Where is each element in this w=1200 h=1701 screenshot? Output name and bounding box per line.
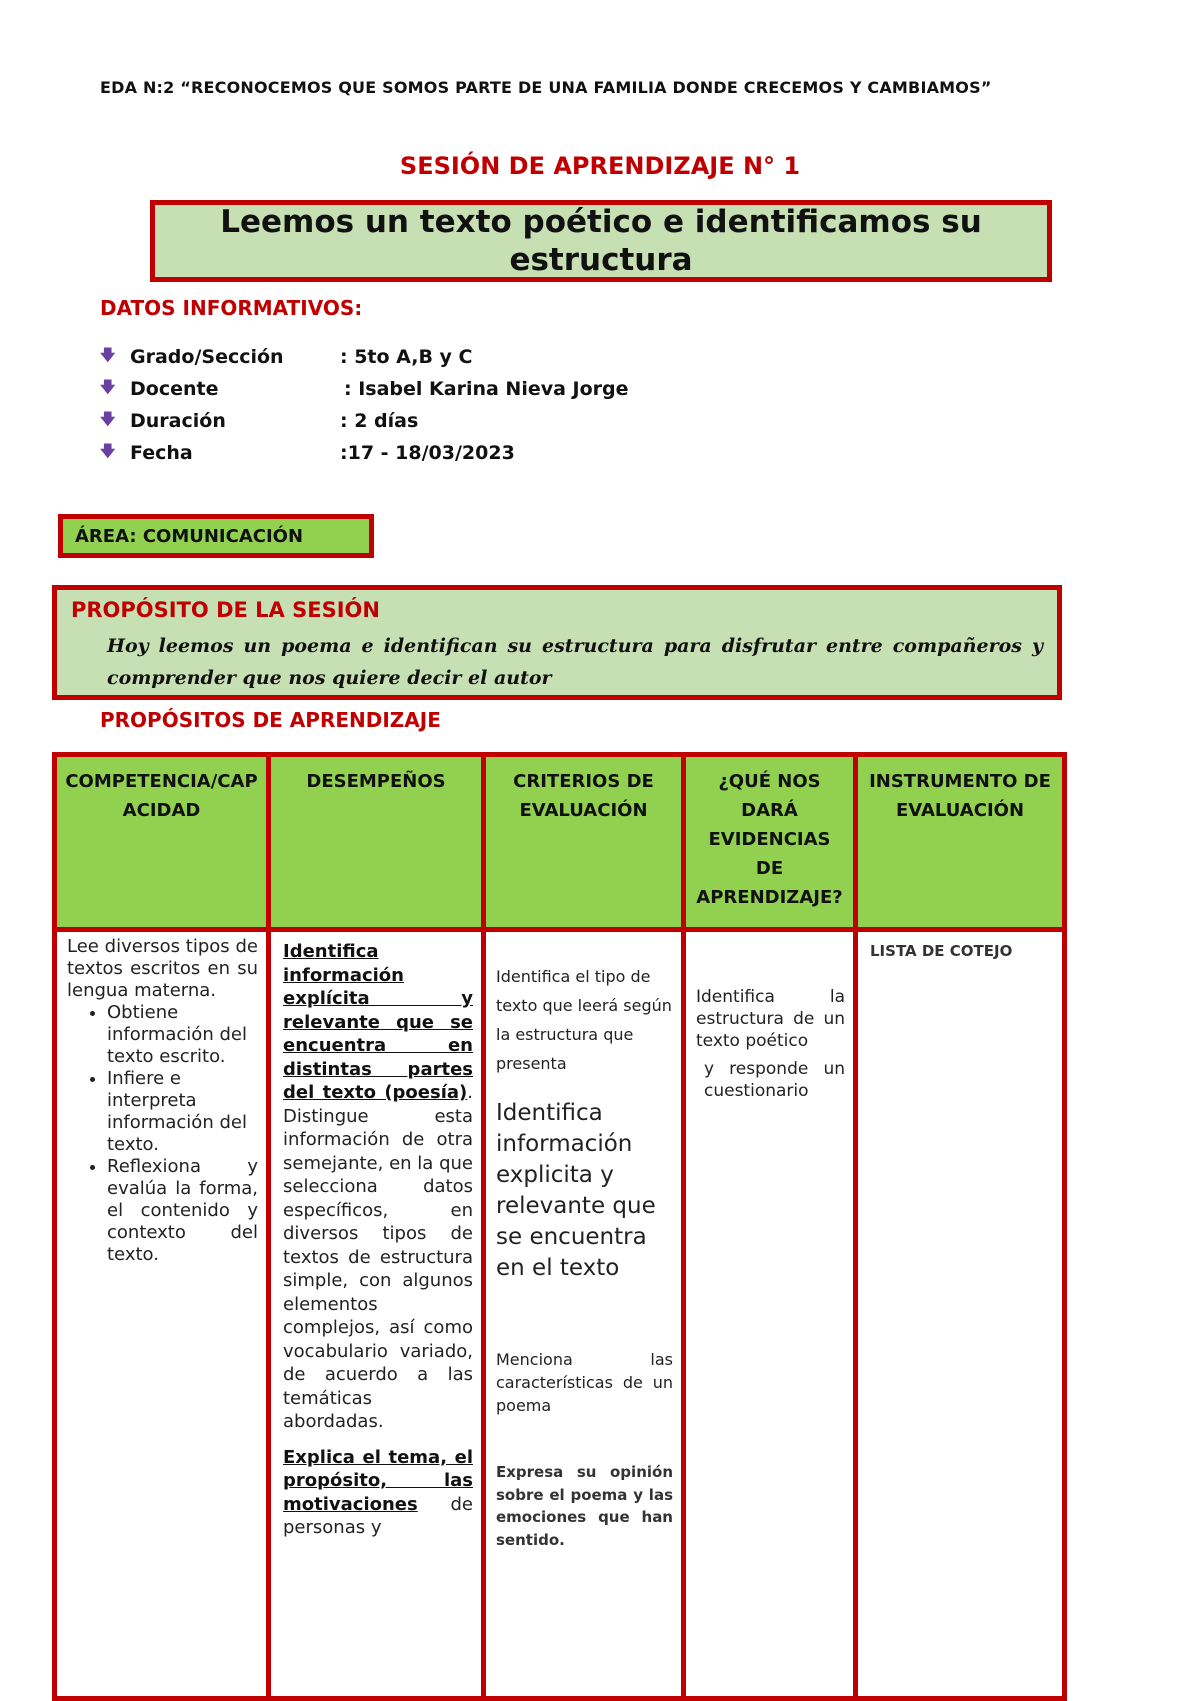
table-row [55, 930, 1065, 1699]
desempeno-1-highlight: Identifica información explícita y relevante que se encuentra en distintas partes del texto (poesía) [283, 941, 473, 1103]
header-evidencias: ¿QUÉ NOS DARÁ EVIDENCIAS DE APRENDIZAJE? [684, 755, 856, 930]
info-label: Fecha [130, 442, 193, 464]
area-box [58, 514, 374, 558]
cell-criterios [484, 930, 684, 1699]
eda-header: EDA N:2 “RECONOCEMOS QUE SOMOS PARTE DE UNA FAMILIA DONDE CRECEMOS Y CAMBIAMOS” [100, 78, 992, 97]
propositos-aprendizaje-heading: PROPÓSITOS DE APRENDIZAJE [100, 708, 441, 732]
info-value: : 5to A,B y C [340, 346, 473, 368]
list-item: • Obtiene información del texto escrito. [107, 1002, 258, 1068]
desempeno-2 [283, 1446, 473, 1540]
header-desempenos: DESEMPEÑOS [269, 755, 484, 930]
desempeno-1-text: . Distingue esta información de otra semejante, en la que selecciona datos específicos, en diversos tipos de textos de estructura simple, con algunos elementos complejos, así como vocabulario variado, de acuerdo a las temáticas abordadas. [283, 1082, 473, 1432]
session-title: SESIÓN DE APRENDIZAJE N° 1 [399, 152, 801, 180]
competencia-intro: Lee diversos tipos de textos escritos en su lengua materna. [67, 936, 258, 1001]
lesson-title-line2: estructura [509, 242, 693, 278]
info-label: Docente [130, 378, 219, 400]
proposito-text: Hoy leemos un poema e identifican su estructura para disfrutar entre compañeros y comprender que nos quiere decir el autor [107, 635, 1043, 689]
criterio-4: Expresa su opinión sobre el poema y las emociones que han sentido. [496, 1463, 673, 1549]
proposito-box [52, 585, 1062, 700]
info-value: : 2 días [340, 410, 419, 432]
list-item: • Reflexiona y evalúa la forma, el contenido y contexto del texto. [107, 1156, 258, 1266]
header-criterios: CRITERIOS DE EVALUACIÓN [484, 755, 684, 930]
header-competencia: COMPETENCIA/CAPACIDAD [55, 755, 269, 930]
cell-competencia [55, 930, 269, 1699]
arrow-down-bullet-icon: 🡇 [100, 409, 116, 428]
lesson-title-line1: Leemos un texto poético e identificamos su [220, 204, 982, 240]
header-instrumento: INSTRUMENTO DE EVALUACIÓN [856, 755, 1065, 930]
info-value: : Isabel Karina Nieva Jorge [344, 378, 629, 400]
desempeno-1 [283, 940, 473, 1434]
info-value: :17 - 18/03/2023 [340, 442, 515, 464]
criterio-1: Identifica el tipo de texto que leerá según la estructura que presenta [496, 967, 672, 1073]
criterio-2: Identifica información explicita y relevante que se encuentra en el texto [496, 1100, 656, 1281]
learning-table [52, 752, 1067, 1701]
datos-heading: DATOS INFORMATIVOS: [100, 296, 363, 320]
lesson-title-box [150, 200, 1052, 282]
area-label: ÁREA: COMUNICACIÓN [75, 525, 304, 547]
instrumento-text: LISTA DE COTEJO [870, 942, 1013, 960]
desempeno-2-text: de personas y [283, 1493, 473, 1538]
evidencia-1: Identifica la estructura de un texto poético [696, 987, 845, 1051]
table-header-row [55, 755, 1065, 930]
cell-instrumento [856, 930, 1065, 1699]
info-row-fecha [100, 438, 515, 468]
evidencia-2: y responde un cuestionario [704, 1059, 845, 1101]
info-label: Grado/Sección [130, 346, 284, 368]
arrow-down-bullet-icon: 🡇 [100, 377, 116, 396]
desempeno-2-highlight: Explica el tema, el propósito, las motivaciones [283, 1446, 473, 1515]
arrow-down-bullet-icon: 🡇 [100, 441, 116, 460]
arrow-down-bullet-icon: 🡇 [100, 345, 116, 364]
info-label: Duración [130, 410, 226, 432]
cell-desempenos [269, 930, 484, 1699]
info-row-grado [100, 342, 473, 372]
capacidades-list [67, 1002, 258, 1266]
lesson-title [220, 203, 982, 279]
criterio-3: Menciona las características de un poema [496, 1350, 673, 1415]
info-row-duracion [100, 406, 418, 436]
info-row-docente [100, 374, 629, 404]
proposito-heading: PROPÓSITO DE LA SESIÓN [71, 598, 380, 622]
list-item: • Infiere e interpreta información del texto. [107, 1068, 258, 1156]
cell-evidencias [684, 930, 856, 1699]
